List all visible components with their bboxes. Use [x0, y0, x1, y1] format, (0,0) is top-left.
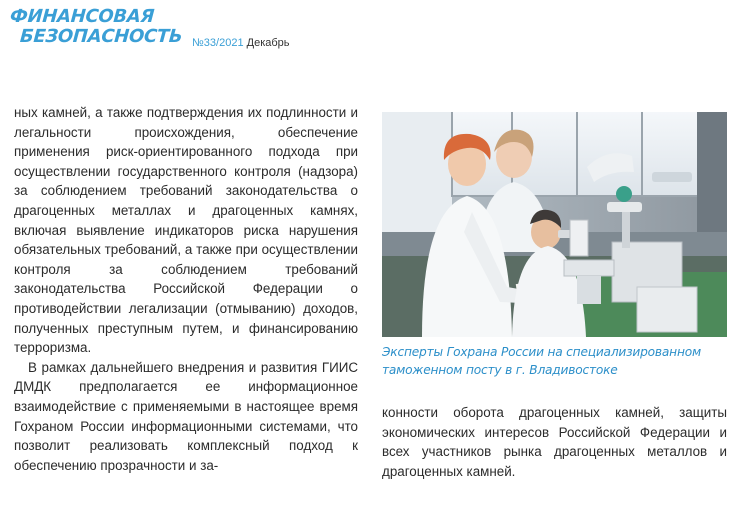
magazine-logo: [10, 8, 182, 46]
issue-month: Декабрь: [246, 37, 290, 49]
laboratory-photo-illustration: [382, 112, 727, 337]
logo-line-2: БЕЗОПАСНОСТЬ: [19, 26, 184, 47]
issue-info: [192, 37, 290, 49]
logo-line-1: ФИНАНСОВАЯ: [9, 6, 155, 27]
left-text-column: [14, 103, 358, 475]
paragraph-3: конности оборота драгоценных камней, защиты экономических интересов Российской Федерации и всех участников рынка драгоценных металлов и драгоценных камней.: [382, 405, 727, 479]
laboratory-photo: [382, 112, 727, 337]
paragraph-2: В рамках дальнейшего внедрения и развития ГИИС ДМДК предполагается ее информационное взаимодействие с применяемыми в настоящее время Гохраном России информационными системами, что позволит реализовать комплексный подход к обеспечению прозрачности и за-: [14, 359, 358, 473]
photo-caption: Эксперты Гохрана России на специализированном таможенном посту в г. Владивостоке: [382, 345, 701, 377]
issue-number: №33/2021: [192, 37, 244, 49]
right-text-column: [382, 403, 727, 481]
paragraph-1: ных камней, а также подтверждения их подлинности и легальности происхождения, обеспечение применения риск-ориентированного подхода при осуществлении государственного контроля (надзора) за соблюдением требований законодательства о драгоценных металлах и драгоценных камнях, включая выявление индикаторов риска нарушения обязательных требований, а также при осуществлении контроля за соблюдением требований законодательства Российской Федерации о противодействии легализации (отмыванию) доходов, полученных преступным путем, и финансированию терроризма.: [14, 105, 358, 356]
